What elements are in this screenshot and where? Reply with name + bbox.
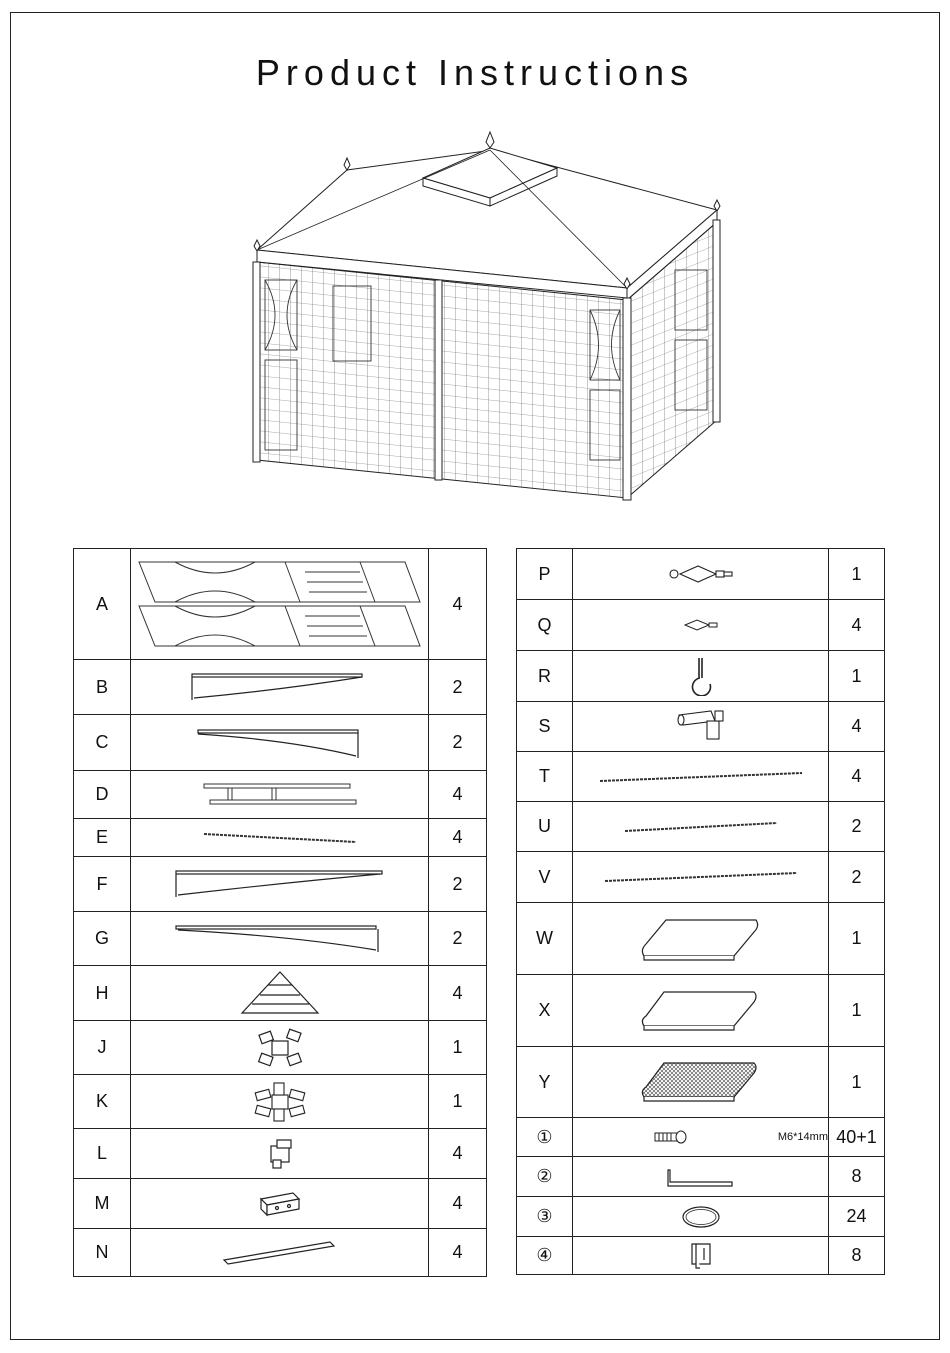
table-row xyxy=(74,715,487,771)
part-letter: J xyxy=(74,1021,131,1075)
part-letter: K xyxy=(74,1075,131,1129)
part-quantity: 4 xyxy=(429,1179,487,1229)
rod-icon xyxy=(601,869,801,885)
table-row xyxy=(74,1021,487,1075)
part-quantity: 40+1 xyxy=(829,1118,885,1157)
table-row xyxy=(517,1157,885,1197)
table-row xyxy=(74,1129,487,1179)
part-quantity: 4 xyxy=(829,752,885,802)
part-quantity: 4 xyxy=(429,1229,487,1277)
table-row xyxy=(517,702,885,752)
part-quantity: 2 xyxy=(429,660,487,715)
allen-key-icon xyxy=(666,1166,736,1188)
mesh-net-icon xyxy=(638,1059,764,1105)
table-row xyxy=(74,771,487,819)
part-letter: U xyxy=(517,802,573,852)
part-quantity: 1 xyxy=(829,651,885,702)
table-row xyxy=(74,660,487,715)
part-letter: L xyxy=(74,1129,131,1179)
table-row xyxy=(74,1179,487,1229)
part-letter: N xyxy=(74,1229,131,1277)
screw-icon xyxy=(651,1129,691,1145)
part-quantity: 4 xyxy=(429,966,487,1021)
part-letter: A xyxy=(74,549,131,660)
ring-icon xyxy=(679,1204,723,1230)
table-row xyxy=(517,852,885,903)
parts-table-left xyxy=(73,548,487,1277)
pole-connector-icon xyxy=(673,707,729,747)
support-bar-icon xyxy=(220,1238,340,1268)
part-number: ④ xyxy=(517,1237,573,1275)
part-quantity: 4 xyxy=(429,1129,487,1179)
table-row xyxy=(74,857,487,912)
curved-roof-rafter-icon xyxy=(190,726,370,760)
part-letter: S xyxy=(517,702,573,752)
part-quantity: 1 xyxy=(429,1021,487,1075)
table-row xyxy=(517,1197,885,1237)
small-finial-icon xyxy=(681,617,721,633)
table-row xyxy=(517,975,885,1047)
table-row xyxy=(517,1118,885,1157)
lower-canopy-icon xyxy=(638,988,764,1034)
table-row xyxy=(517,600,885,651)
part-letter: G xyxy=(74,912,131,966)
part-letter: W xyxy=(517,903,573,975)
table-row xyxy=(517,1047,885,1118)
part-letter: M xyxy=(74,1179,131,1229)
large-finial-icon xyxy=(666,563,736,585)
part-quantity: 24 xyxy=(829,1197,885,1237)
part-quantity: 1 xyxy=(829,549,885,600)
table-row xyxy=(517,903,885,975)
screw-spec: M6*14mm xyxy=(777,1131,828,1143)
long-curved-rafter-icon xyxy=(172,867,387,901)
part-quantity: 1 xyxy=(829,1047,885,1118)
table-row xyxy=(517,651,885,702)
part-quantity: 4 xyxy=(829,702,885,752)
table-row xyxy=(74,549,487,660)
side-panel-frame-icon xyxy=(135,554,425,654)
part-quantity: 8 xyxy=(829,1237,885,1275)
corner-joint-icon xyxy=(265,1138,295,1170)
table-row xyxy=(517,549,885,600)
part-quantity: 4 xyxy=(429,819,487,857)
long-rod-icon xyxy=(596,769,806,785)
part-quantity: 2 xyxy=(429,912,487,966)
part-letter: D xyxy=(74,771,131,819)
table-row xyxy=(74,1075,487,1129)
bracket-bar-icon xyxy=(200,780,360,810)
part-quantity: 2 xyxy=(829,852,885,903)
part-letter: R xyxy=(517,651,573,702)
part-number: ② xyxy=(517,1157,573,1197)
part-quantity: 2 xyxy=(829,802,885,852)
part-letter: T xyxy=(517,752,573,802)
top-canopy-icon xyxy=(638,916,764,962)
page-title: Product Instructions xyxy=(255,52,695,93)
part-letter: Q xyxy=(517,600,573,651)
part-letter: H xyxy=(74,966,131,1021)
long-curved-rafter-icon xyxy=(172,922,387,956)
table-row xyxy=(517,1237,885,1275)
part-letter: F xyxy=(74,857,131,912)
table-row xyxy=(74,1229,487,1277)
curved-roof-rafter-icon xyxy=(190,670,370,704)
table-row xyxy=(517,802,885,852)
table-row xyxy=(74,912,487,966)
part-quantity: 4 xyxy=(429,771,487,819)
part-letter: P xyxy=(517,549,573,600)
table-row xyxy=(74,966,487,1021)
part-letter: C xyxy=(74,715,131,771)
part-letter: E xyxy=(74,819,131,857)
part-quantity: 4 xyxy=(829,600,885,651)
table-row xyxy=(517,752,885,802)
part-quantity: 1 xyxy=(429,1075,487,1129)
part-number: ③ xyxy=(517,1197,573,1237)
channel-bracket-icon xyxy=(257,1189,303,1219)
hook-icon xyxy=(686,656,716,696)
part-quantity: 2 xyxy=(429,857,487,912)
clip-icon xyxy=(686,1240,716,1272)
part-letter: B xyxy=(74,660,131,715)
part-letter: V xyxy=(517,852,573,903)
part-quantity: 1 xyxy=(829,975,885,1047)
thin-rod-icon xyxy=(200,830,360,846)
eight-way-connector-icon xyxy=(252,1081,308,1123)
part-quantity: 8 xyxy=(829,1157,885,1197)
part-quantity: 4 xyxy=(429,549,487,660)
part-quantity: 2 xyxy=(429,715,487,771)
triangle-corner-brace-icon xyxy=(238,969,322,1017)
parts-table-right xyxy=(516,548,885,1275)
table-row xyxy=(74,819,487,857)
gazebo-illustration xyxy=(235,120,735,510)
four-way-connector-icon xyxy=(256,1027,304,1069)
rod-icon xyxy=(621,819,781,835)
part-letter: Y xyxy=(517,1047,573,1118)
part-letter: X xyxy=(517,975,573,1047)
part-number: ① xyxy=(517,1118,573,1157)
part-quantity: 1 xyxy=(829,903,885,975)
